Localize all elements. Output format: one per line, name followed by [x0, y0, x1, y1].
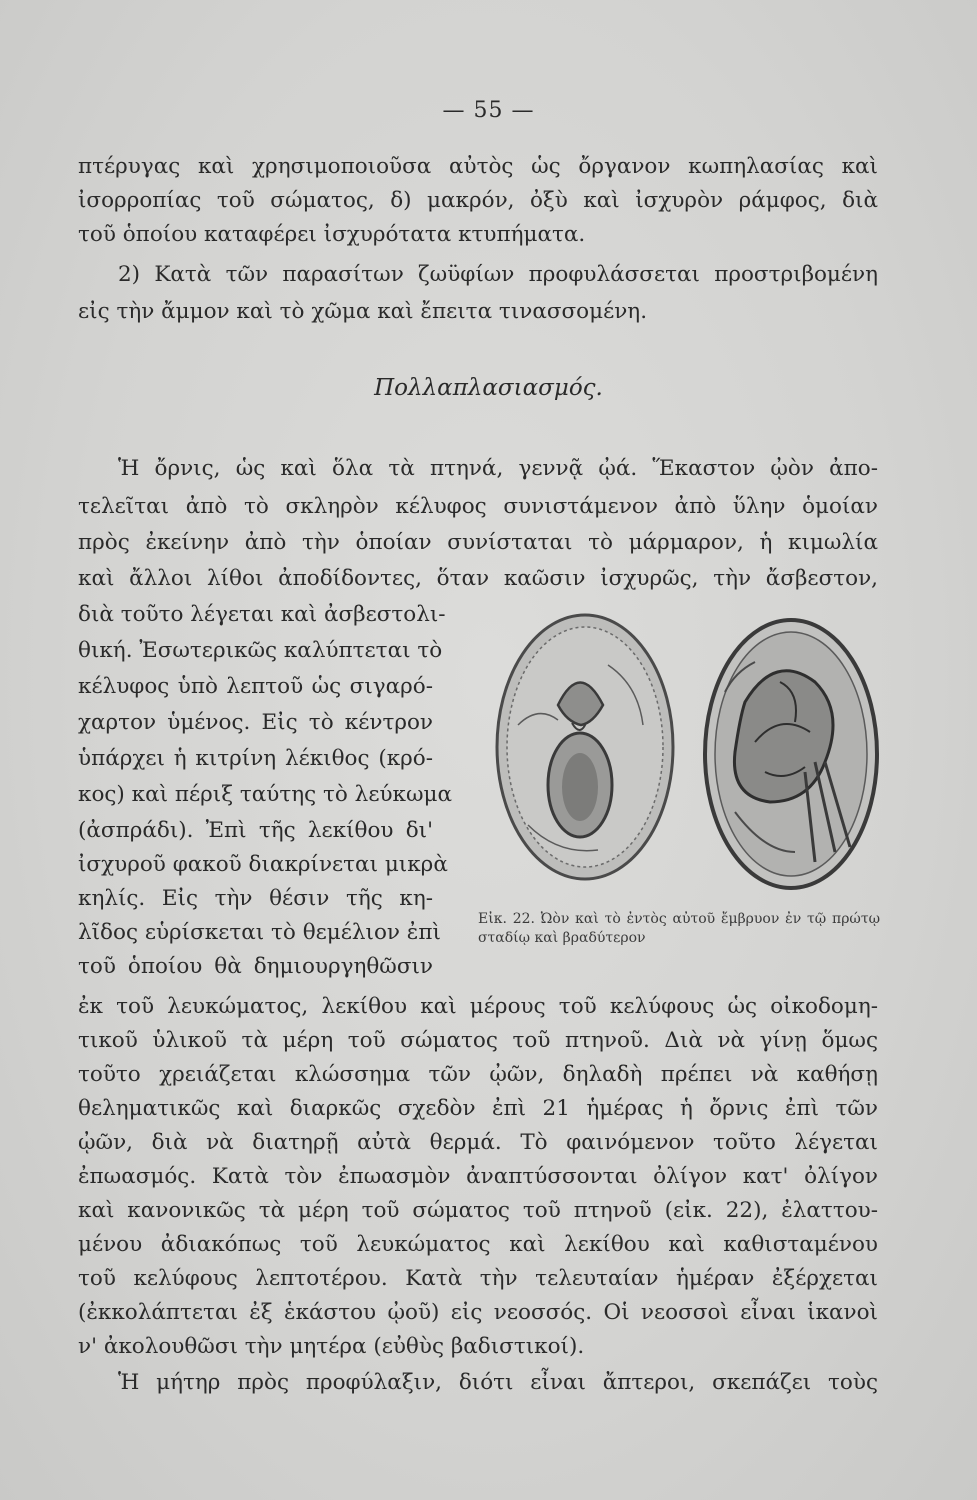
text-line: τοῦ ὁποίου καταφέρει ἰσχυρότατα κτυπήματα. — [78, 222, 586, 247]
text-line: καὶ κανονικῶς τὰ μέρη τοῦ σώματος τοῦ πτηνοῦ (εἰκ. 22), ἐλαττου- — [78, 1198, 878, 1223]
figure-caption: Εἰκ. 22. Ὠὸν καὶ τὸ ἐντὸς αὐτοῦ ἔμβρυον ἐν τῷ πρώτῳ σταδίῳ καὶ βραδύτερον — [478, 911, 880, 946]
text-line: κέλυφος ὑπὸ λεπτοῦ ὡς σιγαρό- — [78, 674, 433, 699]
text-line: πρὸς ἐκείνην ἀπὸ τὴν ὁποίαν συνίσταται τὸ μάρμαρον, ἡ κιμωλία — [78, 530, 878, 555]
text-line: τοῦτο χρειάζεται κλώσσημα τῶν ᾠῶν, δηλαδὴ πρέπει νὰ καθήσῃ — [78, 1062, 878, 1087]
text-line: θική. Ἐσωτερικῶς καλύπτεται τὸ — [78, 638, 443, 663]
egg-embryo-later-figure — [695, 612, 887, 897]
text-line: ν' ἀκολουθῶσι τὴν μητέρα (εὐθὺς βαδιστικοί). — [78, 1334, 585, 1359]
text-line: πτέρυγας καὶ χρησιμοποιοῦσα αὐτὸς ὡς ὄργανον κωπηλασίας καὶ — [78, 154, 878, 179]
text-line: θεληματικῶς καὶ διαρκῶς σχεδὸν ἐπὶ 21 ἡμέρας ἡ ὄρνις ἐπὶ τῶν — [78, 1096, 878, 1121]
text-line: κηλίς. Εἰς τὴν θέσιν τῆς κη- — [78, 886, 433, 911]
text-line: λῖδος εὑρίσκεται τὸ θεμέλιον ἐπὶ — [78, 920, 441, 945]
text-line: χαρτον ὑμένος. Εἰς τὸ κέντρον — [78, 710, 433, 735]
text-line: μένου ἀδιακόπως τοῦ λευκώματος καὶ λεκίθου καὶ καθισταμένου — [78, 1232, 878, 1257]
text-line: διὰ τοῦτο λέγεται καὶ ἀσβεστολι- — [78, 602, 446, 627]
text-line: καὶ ἄλλοι λίθοι ἀποδίδοντες, ὅταν καῶσιν ἰσχυρῶς, τὴν ἄσβεστον, — [78, 566, 878, 591]
section-heading: Πολλαπλασιασμός. — [374, 375, 603, 401]
text-line: τικοῦ ὑλικοῦ τὰ μέρη τοῦ σώματος τοῦ πτηνοῦ. Διὰ νὰ γίνῃ ὅμως — [78, 1028, 878, 1053]
text-line: Ἡ ὄρνις, ὡς καὶ ὅλα τὰ πτηνά, γεννᾷ ᾠά. Ἕκαστον ᾠὸν ἀπο- — [118, 456, 878, 481]
egg-embryo-early-figure — [488, 605, 683, 890]
text-line: (ἐκκολάπτεται ἐξ ἑκάστου ᾠοῦ) εἰς νεοσσός. Οἱ νεοσσοὶ εἶναι ἱκανοὶ — [78, 1300, 878, 1325]
text-line: τοῦ ὁποίου θὰ δημιουργηθῶσιν — [78, 954, 433, 979]
text-line: ἰσορροπίας τοῦ σώματος, δ) μακρόν, ὀξὺ καὶ ἰσχυρὸν ράμφος, διὰ — [78, 188, 878, 213]
text-line: ἐκ τοῦ λευκώματος, λεκίθου καὶ μέρους τοῦ κελύφους ὡς οἰκοδομη- — [78, 994, 878, 1019]
text-line: (ἀσπράδι). Ἐπὶ τῆς λεκίθου δι' — [78, 818, 433, 843]
text-line: ἐπωασμός. Κατὰ τὸν ἐπωασμὸν ἀναπτύσσονται ὀλίγον κατ' ὀλίγον — [78, 1164, 878, 1189]
text-line: τοῦ κελύφους λεπτοτέρου. Κατὰ τὴν τελευταίαν ἡμέραν ἐξέρχεται — [78, 1266, 878, 1291]
text-line: εἰς τὴν ἄμμον καὶ τὸ χῶμα καὶ ἔπειτα τινασσομένη. — [78, 299, 648, 324]
text-line: 2) Κατὰ τῶν παρασίτων ζωϋφίων προφυλάσσεται προστριβομένη — [118, 262, 878, 287]
text-line: Ἡ μήτηρ πρὸς προφύλαξιν, διότι εἶναι ἄπτεροι, σκεπάζει τοὺς — [118, 1370, 878, 1395]
text-line: ὑπάρχει ἡ κιτρίνη λέκιθος (κρό- — [78, 746, 433, 771]
page-number: — 55 — — [442, 98, 535, 123]
text-line: τελεῖται ἀπὸ τὸ σκληρὸν κέλυφος συνιστάμενον ἀπὸ ὕλην ὁμοίαν — [78, 494, 878, 519]
text-line: ἰσχυροῦ φακοῦ διακρίνεται μικρὰ — [78, 852, 448, 877]
text-line: κος) καὶ πέριξ ταύτης τὸ λεύκωμα — [78, 782, 452, 807]
text-line: ᾠῶν, διὰ νὰ διατηρῇ αὐτὰ θερμά. Τὸ φαινόμενον τοῦτο λέγεται — [78, 1130, 878, 1155]
